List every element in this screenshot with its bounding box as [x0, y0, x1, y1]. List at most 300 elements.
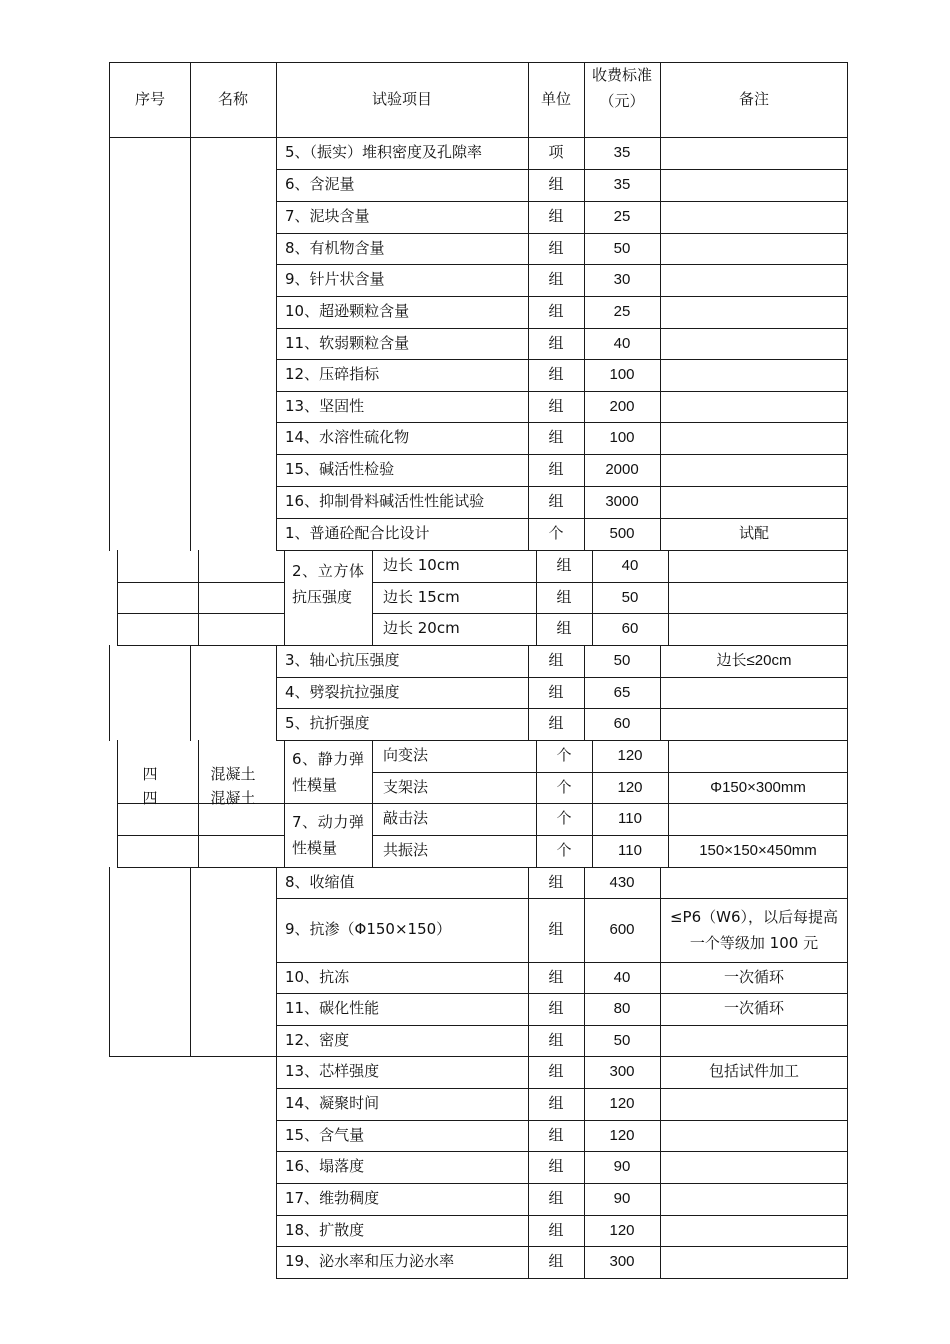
table-rule: [847, 328, 848, 360]
table-rule: [660, 1151, 661, 1184]
table-rule: [276, 962, 848, 963]
unit-cell: 个: [556, 809, 572, 827]
fee-cell: 40: [613, 334, 631, 352]
table-rule: [584, 708, 585, 741]
table-rule: [528, 1056, 529, 1089]
table-rule: [660, 867, 661, 899]
test-item: 12、压碎指标: [285, 365, 380, 383]
table-rule: [109, 867, 110, 1057]
table-rule: [276, 454, 277, 487]
table-rule: [660, 454, 661, 487]
table-rule: [584, 201, 585, 234]
table-rule: [584, 454, 585, 487]
table-rule: [276, 1183, 848, 1184]
test-item: 14、凝聚时间: [285, 1094, 380, 1112]
fee-cell: 600: [609, 921, 635, 938]
table-rule: [117, 740, 118, 868]
unit-cell: 组: [556, 556, 572, 574]
fee-cell: 50: [613, 652, 631, 669]
table-rule: [847, 486, 848, 519]
table-rule: [660, 1056, 661, 1089]
table-rule: [109, 1056, 277, 1057]
table-rule: [584, 1120, 585, 1152]
table-rule: [660, 486, 661, 519]
unit-cell: 组: [548, 714, 564, 732]
table-rule: [660, 1215, 661, 1247]
table-rule: [190, 645, 191, 741]
dynamic-modulus-label: 7、动力弹性模量: [292, 813, 364, 857]
table-rule: [584, 1025, 585, 1057]
table-rule: [668, 550, 669, 646]
table-rule: [528, 486, 529, 519]
table-rule: [190, 137, 191, 551]
fee-cell: 300: [609, 1063, 635, 1080]
table-rule: [372, 772, 848, 773]
sub-item: 敲击法: [383, 809, 429, 827]
table-rule: [584, 993, 585, 1026]
unit-cell: 组: [548, 999, 564, 1017]
table-rule: [284, 803, 848, 804]
remark-cell: 包括试件加工: [708, 1062, 800, 1080]
table-rule: [847, 62, 848, 138]
table-rule: [660, 328, 661, 360]
fee-cell: 25: [613, 303, 631, 320]
table-rule: [276, 708, 848, 709]
fee-cell: 90: [613, 1190, 631, 1207]
table-rule: [276, 1120, 277, 1152]
sub-item: 边长 20cm: [383, 619, 460, 637]
table-rule: [117, 550, 118, 646]
table-rule: [372, 613, 848, 614]
table-rule: [276, 169, 277, 202]
table-rule: [660, 62, 661, 138]
table-rule: [660, 1246, 661, 1279]
table-rule: [847, 1120, 848, 1152]
table-rule: [847, 677, 848, 709]
table-rule: [528, 454, 529, 487]
table-rule: [276, 359, 848, 360]
table-rule: [660, 296, 661, 329]
table-rule: [584, 1056, 585, 1089]
table-rule: [109, 137, 848, 138]
unit-cell: 组: [556, 587, 572, 606]
unit-cell: 组: [548, 238, 564, 257]
table-rule: [660, 677, 661, 709]
table-rule: [847, 1151, 848, 1184]
table-rule: [276, 486, 277, 519]
table-rule: [584, 962, 585, 994]
table-rule: [847, 169, 848, 202]
test-item: 17、维勃稠度: [285, 1189, 380, 1207]
group-name-duplicate: 混凝土: [210, 789, 256, 807]
table-rule: [660, 137, 661, 170]
table-rule: [117, 835, 285, 836]
table-rule: [847, 201, 848, 234]
table-rule: [584, 867, 585, 899]
test-item: 14、水溶性硫化物: [285, 428, 410, 446]
fee-cell: 35: [613, 176, 631, 193]
table-rule: [276, 898, 277, 963]
table-rule: [660, 233, 661, 265]
table-rule: [109, 62, 110, 138]
fee-cell: 200: [609, 397, 635, 415]
table-rule: [584, 328, 585, 360]
fee-cell: 90: [613, 1158, 631, 1175]
unit-cell: 个: [548, 524, 564, 542]
table-rule: [276, 391, 848, 392]
table-rule: [660, 169, 661, 202]
table-rule: [847, 422, 848, 455]
table-rule: [660, 359, 661, 392]
table-rule: [528, 233, 529, 265]
table-rule: [276, 1056, 848, 1057]
cube-group-label: 2、立方体抗压强度: [292, 562, 364, 606]
fee-cell: 300: [609, 1253, 635, 1270]
table-rule: [847, 264, 848, 297]
table-rule: [284, 550, 285, 646]
table-rule: [847, 867, 848, 899]
table-rule: [584, 677, 585, 709]
unit-cell: 组: [548, 270, 564, 288]
table-rule: [584, 645, 585, 678]
table-rule: [847, 233, 848, 265]
table-rule: [276, 454, 848, 455]
table-rule: [276, 1215, 277, 1247]
table-rule: [528, 359, 529, 392]
table-rule: [528, 169, 529, 202]
table-rule: [528, 391, 529, 423]
table-rule: [847, 359, 848, 392]
table-rule: [847, 296, 848, 329]
table-rule: [276, 1278, 848, 1279]
table-rule: [660, 645, 661, 678]
table-rule: [847, 1215, 848, 1247]
unit-cell: 组: [548, 492, 564, 510]
sub-item: 共振法: [383, 841, 429, 859]
table-rule: [276, 1215, 848, 1216]
table-rule: [276, 993, 277, 1026]
table-rule: [528, 62, 529, 138]
table-rule: [660, 201, 661, 234]
table-rule: [276, 486, 848, 487]
table-rule: [584, 1151, 585, 1184]
remark-cell: ≤P6（W6），以后每提高一个等级加 100 元: [669, 908, 839, 952]
table-rule: [372, 582, 848, 583]
fee-cell: 50: [621, 588, 639, 606]
unit-cell: 组: [548, 967, 564, 986]
test-item: 13、坚固性: [285, 396, 365, 415]
unit-cell: 组: [548, 1030, 564, 1049]
unit-cell: 组: [548, 1252, 564, 1270]
table-rule: [276, 233, 277, 265]
table-rule: [190, 867, 191, 1057]
table-rule: [660, 422, 661, 455]
fee-cell: 35: [613, 144, 631, 161]
table-rule: [847, 391, 848, 423]
remark-cell: 一次循环: [723, 999, 785, 1017]
test-item: 13、芯样强度: [285, 1062, 380, 1080]
header-item: 试验项目: [371, 90, 433, 108]
header-unit: 单位: [540, 90, 572, 108]
fee-cell: 40: [613, 968, 631, 986]
table-rule: [276, 201, 277, 234]
table-rule: [660, 1088, 661, 1121]
table-rule: [847, 708, 848, 741]
table-rule: [276, 1056, 277, 1089]
fee-cell: 100: [609, 366, 635, 383]
table-rule: [847, 550, 848, 646]
table-rule: [528, 1246, 529, 1279]
remark-cell: 150×150×450mm: [699, 842, 817, 859]
header-seq: 序号: [134, 90, 166, 108]
table-rule: [276, 137, 277, 170]
table-rule: [528, 677, 529, 709]
unit-cell: 个: [556, 777, 572, 796]
fee-cell: 50: [613, 239, 631, 257]
table-rule: [276, 1246, 277, 1279]
table-rule: [584, 137, 585, 170]
table-rule: [584, 296, 585, 329]
unit-cell: 组: [548, 175, 564, 193]
table-rule: [276, 1025, 848, 1026]
unit-cell: 个: [556, 841, 572, 859]
table-rule: [847, 962, 848, 994]
test-item: 19、泌水率和压力泌水率: [285, 1252, 455, 1270]
fee-cell: 430: [609, 874, 635, 891]
unit-cell: 组: [548, 1157, 564, 1175]
fee-cell: 110: [618, 842, 642, 859]
table-rule: [592, 740, 593, 868]
table-rule: [528, 898, 529, 963]
test-item: 6、含泥量: [285, 175, 355, 193]
unit-cell: 组: [548, 428, 564, 446]
fee-cell: 60: [621, 620, 639, 637]
table-rule: [592, 550, 593, 646]
sub-item: 边长 15cm: [383, 587, 460, 606]
test-item: 5、（振实）堆积密度及孔隙率: [285, 143, 483, 161]
test-item: 10、超逊颗粒含量: [285, 302, 410, 320]
table-rule: [276, 1088, 848, 1089]
fee-cell: 120: [617, 778, 643, 796]
fee-cell: 25: [613, 208, 631, 225]
table-rule: [276, 422, 848, 423]
table-rule: [372, 550, 373, 646]
remark-cell: 试配: [738, 524, 770, 542]
table-rule: [584, 518, 585, 551]
table-rule: [528, 1088, 529, 1121]
unit-cell: 组: [548, 873, 564, 891]
unit-cell: 组: [548, 460, 564, 478]
table-rule: [276, 422, 277, 455]
table-rule: [276, 740, 848, 741]
table-rule: [584, 359, 585, 392]
table-rule: [660, 1183, 661, 1216]
unit-cell: 组: [548, 651, 564, 669]
fee-cell: 65: [613, 683, 631, 701]
test-item: 9、抗渗（Φ150×150）: [285, 920, 452, 938]
table-rule: [276, 1246, 848, 1247]
table-rule: [660, 708, 661, 741]
table-rule: [847, 898, 848, 963]
table-rule: [584, 1215, 585, 1247]
table-rule: [198, 740, 199, 868]
group-seq-duplicate: 四: [142, 789, 158, 807]
table-rule: [584, 898, 585, 963]
table-rule: [276, 359, 277, 392]
table-rule: [528, 1025, 529, 1057]
fee-cell: 120: [609, 1126, 635, 1144]
unit-cell: 组: [548, 1125, 564, 1144]
test-item: 3、轴心抗压强度: [285, 651, 400, 669]
table-rule: [584, 264, 585, 297]
table-rule: [847, 740, 848, 868]
test-item: 11、碳化性能: [285, 999, 380, 1017]
table-rule: [276, 1088, 277, 1121]
table-rule: [276, 993, 848, 994]
test-item: 16、塌落度: [285, 1157, 365, 1175]
table-rule: [276, 328, 277, 360]
table-rule: [109, 645, 110, 741]
header-name: 名称: [217, 90, 249, 108]
remark-cell: 边长≤20cm: [716, 652, 792, 669]
table-rule: [198, 550, 199, 646]
test-item: 15、含气量: [285, 1125, 365, 1144]
table-rule: [584, 1183, 585, 1216]
fee-cell: 120: [609, 1221, 635, 1239]
table-rule: [584, 169, 585, 202]
table-rule: [536, 740, 537, 868]
test-item: 7、泥块含量: [285, 207, 370, 225]
fee-cell: 50: [613, 1031, 631, 1049]
fee-cell: 30: [613, 271, 631, 288]
unit-cell: 组: [556, 619, 572, 637]
table-rule: [117, 867, 848, 868]
table-rule: [847, 454, 848, 487]
test-item: 5、抗折强度: [285, 714, 370, 732]
table-rule: [847, 993, 848, 1026]
table-rule: [528, 962, 529, 994]
table-rule: [660, 1025, 661, 1057]
table-rule: [276, 677, 277, 709]
sub-item: 边长 10cm: [383, 556, 460, 574]
remark-cell: Φ150×300mm: [710, 778, 806, 796]
unit-cell: 组: [548, 302, 564, 320]
table-rule: [660, 993, 661, 1026]
table-rule: [276, 62, 277, 138]
table-rule: [584, 62, 585, 138]
test-item: 1、普通砼配合比设计: [285, 524, 430, 542]
fee-cell: 100: [609, 429, 635, 446]
test-item: 16、抑制骨料碱活性性能试验: [285, 492, 485, 510]
table-rule: [276, 264, 848, 265]
test-item: 10、抗冻: [285, 967, 350, 986]
table-rule: [536, 550, 537, 646]
table-rule: [276, 233, 848, 234]
table-rule: [528, 1215, 529, 1247]
sub-item: 支架法: [383, 777, 429, 796]
table-rule: [276, 328, 848, 329]
fee-cell: 3000: [605, 493, 639, 510]
table-rule: [660, 518, 661, 551]
table-rule: [276, 708, 277, 741]
test-item: 4、劈裂抗拉强度: [285, 682, 400, 701]
table-rule: [847, 1056, 848, 1089]
test-item: 18、扩散度: [285, 1220, 365, 1239]
fee-cell: 120: [609, 1095, 635, 1112]
table-rule: [276, 550, 848, 551]
table-rule: [276, 962, 277, 994]
fee-cell: 80: [613, 1000, 631, 1017]
table-rule: [109, 137, 110, 551]
table-rule: [528, 422, 529, 455]
fee-cell: 60: [613, 715, 631, 732]
test-item: 8、有机物含量: [285, 238, 385, 257]
table-rule: [284, 740, 285, 868]
unit-cell: 组: [548, 682, 564, 701]
group-seq: 四: [142, 765, 158, 783]
table-rule: [660, 264, 661, 297]
table-rule: [584, 1246, 585, 1279]
header-fee-standard: 收费标准（元）: [592, 66, 653, 110]
unit-cell: 组: [548, 207, 564, 225]
unit-cell: 组: [548, 333, 564, 352]
fee-cell: 2000: [605, 461, 639, 478]
table-rule: [528, 296, 529, 329]
table-rule: [276, 169, 848, 170]
table-rule: [528, 1151, 529, 1184]
table-rule: [109, 62, 848, 63]
table-rule: [584, 233, 585, 265]
table-rule: [276, 518, 277, 551]
fee-cell: 500: [609, 525, 635, 542]
unit-cell: 项: [548, 143, 564, 161]
unit-cell: 组: [548, 920, 564, 938]
test-item: 15、碱活性检验: [285, 460, 395, 478]
table-rule: [528, 518, 529, 551]
table-rule: [528, 201, 529, 234]
table-rule: [276, 898, 848, 899]
table-rule: [660, 1120, 661, 1152]
table-rule: [117, 613, 285, 614]
table-rule: [528, 993, 529, 1026]
table-rule: [276, 1151, 277, 1184]
table-rule: [847, 1183, 848, 1216]
table-rule: [847, 645, 848, 678]
table-rule: [276, 1151, 848, 1152]
table-rule: [847, 518, 848, 551]
table-rule: [276, 645, 277, 678]
unit-cell: 组: [548, 1220, 564, 1239]
table-rule: [276, 296, 277, 329]
table-rule: [584, 486, 585, 519]
test-item: 9、针片状含量: [285, 270, 385, 288]
fee-cell: 40: [621, 557, 639, 574]
table-rule: [276, 677, 848, 678]
table-rule: [276, 518, 848, 519]
table-rule: [190, 62, 191, 138]
table-rule: [372, 835, 848, 836]
table-rule: [528, 1120, 529, 1152]
table-rule: [584, 391, 585, 423]
table-rule: [660, 898, 661, 963]
test-item: 8、收缩值: [285, 873, 355, 891]
table-rule: [276, 1183, 277, 1216]
table-rule: [276, 1120, 848, 1121]
table-rule: [276, 296, 848, 297]
sub-item: 向变法: [383, 746, 429, 764]
test-item: 12、密度: [285, 1030, 350, 1049]
unit-cell: 组: [548, 396, 564, 415]
